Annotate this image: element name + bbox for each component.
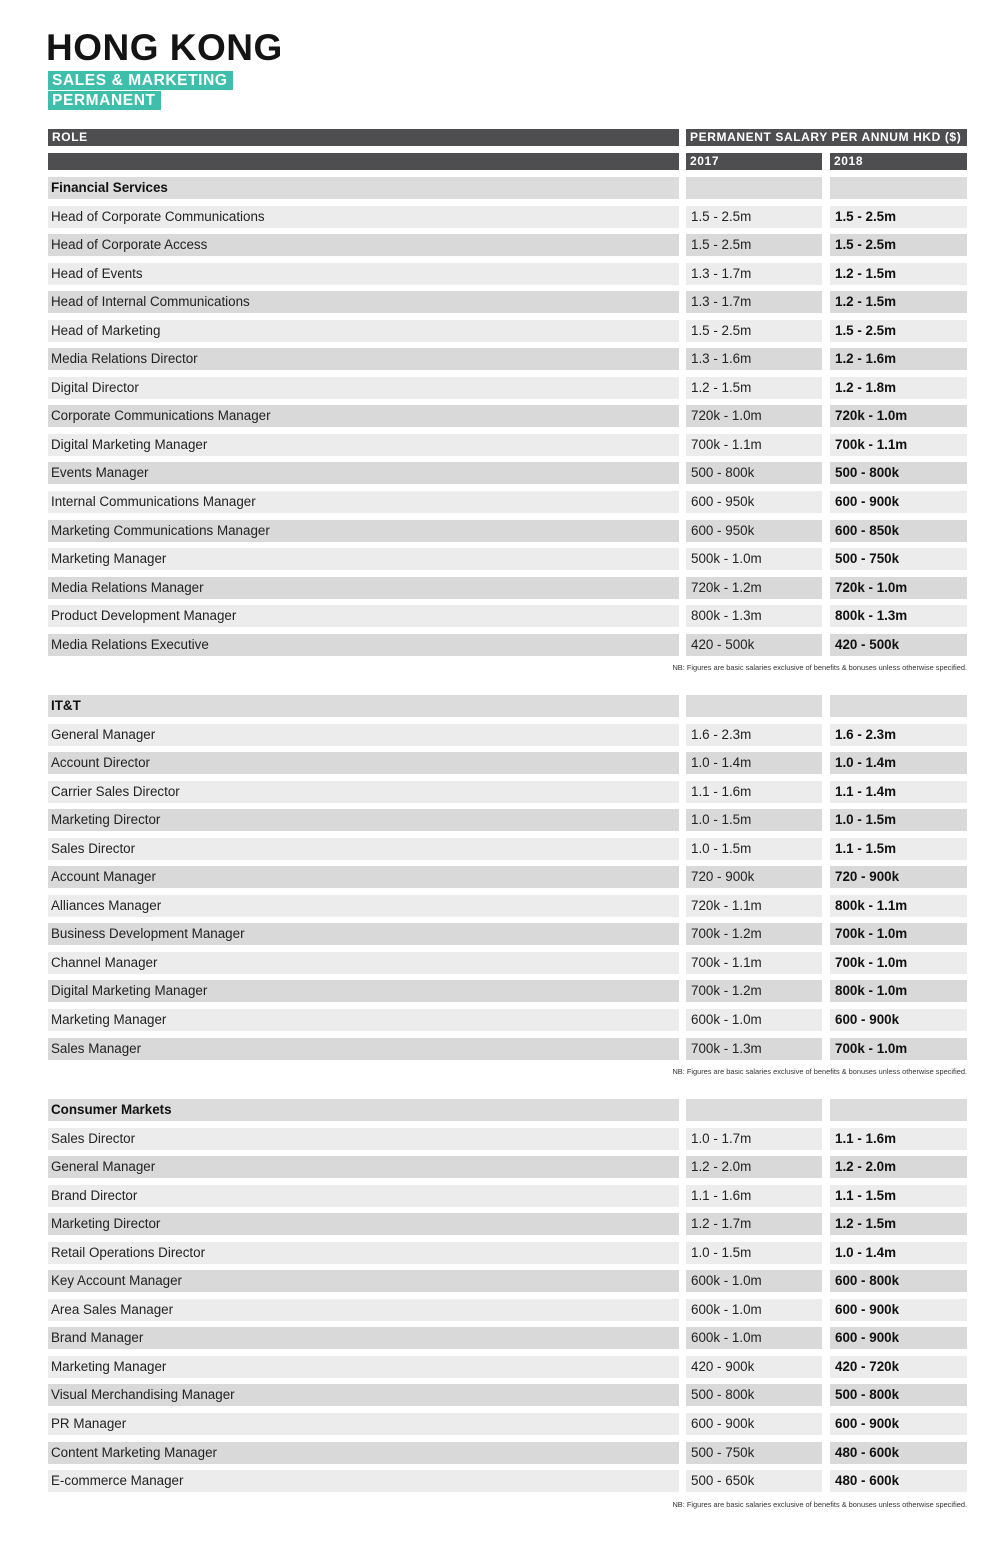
table-row [48, 1324, 967, 1353]
section-itt [48, 692, 967, 1079]
table-row [48, 920, 967, 949]
salary-2017-cell: 1.0 - 1.5m [686, 1242, 822, 1264]
salary-2018-cell: 1.1 - 1.5m [830, 1185, 967, 1207]
salary-2017-cell: 700k - 1.3m [686, 1038, 822, 1060]
table-row [48, 863, 967, 892]
role-cell: Head of Internal Communications [48, 291, 679, 313]
section-header-cell-2018 [830, 1099, 967, 1121]
salary-2018-cell: 600 - 900k [830, 1299, 967, 1321]
salary-2018-cell: 600 - 900k [830, 1413, 967, 1435]
salary-2017-cell: 700k - 1.1m [686, 952, 822, 974]
role-cell: PR Manager [48, 1413, 679, 1435]
table-row [48, 1439, 967, 1468]
salary-2018-cell: 1.2 - 1.5m [830, 263, 967, 285]
salary-2018-cell: 600 - 900k [830, 491, 967, 513]
salary-2018-cell: 600 - 900k [830, 1009, 967, 1031]
role-cell: Content Marketing Manager [48, 1442, 679, 1464]
role-cell: Corporate Communications Manager [48, 405, 679, 427]
table-row [48, 1035, 967, 1064]
salary-2018-cell: 800k - 1.0m [830, 980, 967, 1002]
role-cell: Digital Director [48, 377, 679, 399]
salary-2018-cell: 1.0 - 1.4m [830, 752, 967, 774]
salary-2018-cell: 1.1 - 1.6m [830, 1128, 967, 1150]
table-row [48, 431, 967, 460]
role-cell: Product Development Manager [48, 605, 679, 627]
section-financial-services [48, 174, 967, 675]
section-title: IT&T [48, 695, 679, 717]
salary-2018-cell: 1.6 - 2.3m [830, 724, 967, 746]
salary-2018-cell: 800k - 1.3m [830, 605, 967, 627]
salary-2018-cell: 600 - 850k [830, 520, 967, 542]
table-row [48, 1182, 967, 1211]
salary-2017-cell: 1.3 - 1.7m [686, 291, 822, 313]
salary-2017-cell: 500 - 800k [686, 1384, 822, 1406]
salary-2017-cell: 1.0 - 1.5m [686, 838, 822, 860]
salary-2018-cell: 1.2 - 2.0m [830, 1156, 967, 1178]
salary-2017-cell: 1.6 - 2.3m [686, 724, 822, 746]
role-cell: Head of Events [48, 263, 679, 285]
salary-2018-cell: 700k - 1.0m [830, 923, 967, 945]
salary-2017-cell: 1.5 - 2.5m [686, 320, 822, 342]
salary-2018-cell: 1.1 - 1.5m [830, 838, 967, 860]
role-column-header: ROLE [48, 129, 679, 146]
role-cell: Area Sales Manager [48, 1299, 679, 1321]
role-cell: Events Manager [48, 462, 679, 484]
role-cell: E-commerce Manager [48, 1470, 679, 1492]
salary-2017-cell: 500 - 800k [686, 462, 822, 484]
role-cell: Media Relations Director [48, 348, 679, 370]
salary-2018-cell: 800k - 1.1m [830, 895, 967, 917]
role-cell: General Manager [48, 1156, 679, 1178]
salary-2017-cell: 600 - 950k [686, 491, 822, 513]
salary-2017-cell: 1.1 - 1.6m [686, 781, 822, 803]
category-tag: SALES & MARKETING [48, 71, 233, 90]
salary-2017-cell: 1.0 - 1.5m [686, 809, 822, 831]
role-cell: Media Relations Manager [48, 577, 679, 599]
table-row [48, 721, 967, 750]
role-cell: Channel Manager [48, 952, 679, 974]
table-row [48, 835, 967, 864]
table-row [48, 288, 967, 317]
role-subheader-bar [48, 153, 679, 170]
role-cell: Marketing Manager [48, 548, 679, 570]
salary-2018-cell: 420 - 720k [830, 1356, 967, 1378]
year-2018-header: 2018 [830, 153, 967, 170]
section-title: Financial Services [48, 177, 679, 199]
table-row [48, 949, 967, 978]
salary-2018-cell: 1.0 - 1.4m [830, 1242, 967, 1264]
role-cell: Brand Manager [48, 1327, 679, 1349]
role-cell: Marketing Manager [48, 1009, 679, 1031]
salary-2017-cell: 1.0 - 1.7m [686, 1128, 822, 1150]
table-row [48, 1296, 967, 1325]
salary-2017-cell: 600k - 1.0m [686, 1327, 822, 1349]
salary-2018-cell: 600 - 800k [830, 1270, 967, 1292]
role-cell: Marketing Director [48, 809, 679, 831]
footnote: NB: Figures are basic salaries exclusive of benefits & bonuses unless otherwise specified. [672, 663, 967, 673]
role-cell: Retail Operations Director [48, 1242, 679, 1264]
salary-2017-cell: 1.3 - 1.7m [686, 263, 822, 285]
salary-2017-cell: 600 - 950k [686, 520, 822, 542]
section-header-row [48, 1096, 967, 1125]
table-row [48, 749, 967, 778]
table-row [48, 231, 967, 260]
role-cell: Head of Corporate Access [48, 234, 679, 256]
salary-2017-cell: 720k - 1.1m [686, 895, 822, 917]
table-row [48, 1239, 967, 1268]
year-2017-header: 2017 [686, 153, 822, 170]
table-row [48, 317, 967, 346]
table-row [48, 574, 967, 603]
table-row [48, 1153, 967, 1182]
salary-2018-cell: 480 - 600k [830, 1470, 967, 1492]
role-cell: General Manager [48, 724, 679, 746]
salary-2018-cell: 1.2 - 1.8m [830, 377, 967, 399]
table-row [48, 402, 967, 431]
salary-2017-cell: 600k - 1.0m [686, 1299, 822, 1321]
type-tag: PERMANENT [48, 91, 161, 110]
footnote: NB: Figures are basic salaries exclusive of benefits & bonuses unless otherwise specified. [672, 1067, 967, 1077]
salary-2017-cell: 500 - 650k [686, 1470, 822, 1492]
page-title: HONG KONG [46, 27, 283, 68]
role-cell: Head of Corporate Communications [48, 206, 679, 228]
section-title: Consumer Markets [48, 1099, 679, 1121]
salary-2018-cell: 480 - 600k [830, 1442, 967, 1464]
table-row [48, 203, 967, 232]
salary-2017-cell: 720k - 1.2m [686, 577, 822, 599]
salary-2017-cell: 1.3 - 1.6m [686, 348, 822, 370]
salary-2018-cell: 720k - 1.0m [830, 405, 967, 427]
salary-2017-cell: 420 - 500k [686, 634, 822, 656]
salary-2017-cell: 720 - 900k [686, 866, 822, 888]
role-cell: Head of Marketing [48, 320, 679, 342]
section-consumer-markets [48, 1096, 967, 1512]
table-row [48, 1353, 967, 1382]
table-row [48, 545, 967, 574]
table-row [48, 1381, 967, 1410]
salary-2017-cell: 1.5 - 2.5m [686, 206, 822, 228]
salary-2017-cell: 1.5 - 2.5m [686, 234, 822, 256]
salary-2018-cell: 1.0 - 1.5m [830, 809, 967, 831]
salary-2018-cell: 1.2 - 1.5m [830, 1213, 967, 1235]
table-row [48, 892, 967, 921]
role-cell: Media Relations Executive [48, 634, 679, 656]
table-row [48, 1410, 967, 1439]
salary-2018-cell: 1.5 - 2.5m [830, 234, 967, 256]
salary-2017-cell: 600k - 1.0m [686, 1009, 822, 1031]
salary-2018-cell: 500 - 800k [830, 1384, 967, 1406]
section-header-cell-2017 [686, 1099, 822, 1121]
section-header-cell-2018 [830, 695, 967, 717]
table-row [48, 1125, 967, 1154]
role-cell: Marketing Communications Manager [48, 520, 679, 542]
role-cell: Brand Director [48, 1185, 679, 1207]
salary-2017-cell: 700k - 1.1m [686, 434, 822, 456]
role-cell: Sales Manager [48, 1038, 679, 1060]
salary-2018-cell: 420 - 500k [830, 634, 967, 656]
salary-2017-cell: 1.2 - 2.0m [686, 1156, 822, 1178]
salary-2017-cell: 700k - 1.2m [686, 923, 822, 945]
salary-2018-cell: 700k - 1.0m [830, 1038, 967, 1060]
table-row [48, 374, 967, 403]
role-cell: Sales Director [48, 838, 679, 860]
salary-2017-cell: 700k - 1.2m [686, 980, 822, 1002]
salary-2017-cell: 500 - 750k [686, 1442, 822, 1464]
salary-2018-cell: 1.2 - 1.5m [830, 291, 967, 313]
salary-2017-cell: 1.2 - 1.7m [686, 1213, 822, 1235]
section-header-row [48, 174, 967, 203]
role-cell: Alliances Manager [48, 895, 679, 917]
role-cell: Account Manager [48, 866, 679, 888]
salary-2017-cell: 800k - 1.3m [686, 605, 822, 627]
role-cell: Marketing Director [48, 1213, 679, 1235]
role-cell: Marketing Manager [48, 1356, 679, 1378]
salary-2017-cell: 720k - 1.0m [686, 405, 822, 427]
section-header-cell-2018 [830, 177, 967, 199]
role-cell: Digital Marketing Manager [48, 434, 679, 456]
salary-2017-cell: 1.0 - 1.4m [686, 752, 822, 774]
table-row [48, 260, 967, 289]
salary-2018-cell: 700k - 1.0m [830, 952, 967, 974]
salary-2017-cell: 600k - 1.0m [686, 1270, 822, 1292]
salary-2017-cell: 1.2 - 1.5m [686, 377, 822, 399]
salary-2017-cell: 420 - 900k [686, 1356, 822, 1378]
salary-2018-cell: 1.5 - 2.5m [830, 206, 967, 228]
role-cell: Sales Director [48, 1128, 679, 1150]
role-cell: Business Development Manager [48, 923, 679, 945]
table-row [48, 977, 967, 1006]
table-row [48, 1210, 967, 1239]
table-row [48, 778, 967, 807]
role-cell: Account Director [48, 752, 679, 774]
salary-2017-cell: 500k - 1.0m [686, 548, 822, 570]
table-row [48, 602, 967, 631]
table-row [48, 488, 967, 517]
salary-column-header: PERMANENT SALARY PER ANNUM HKD ($) [686, 129, 967, 146]
role-cell: Visual Merchandising Manager [48, 1384, 679, 1406]
section-header-cell-2017 [686, 695, 822, 717]
section-header-row [48, 692, 967, 721]
table-row [48, 345, 967, 374]
role-cell: Carrier Sales Director [48, 781, 679, 803]
table-row [48, 1267, 967, 1296]
section-header-cell-2017 [686, 177, 822, 199]
salary-2018-cell: 1.2 - 1.6m [830, 348, 967, 370]
role-cell: Digital Marketing Manager [48, 980, 679, 1002]
table-row [48, 1467, 967, 1496]
role-cell: Internal Communications Manager [48, 491, 679, 513]
salary-2018-cell: 720 - 900k [830, 866, 967, 888]
footnote: NB: Figures are basic salaries exclusive of benefits & bonuses unless otherwise specified. [672, 1499, 967, 1509]
salary-2018-cell: 1.1 - 1.4m [830, 781, 967, 803]
salary-2018-cell: 500 - 800k [830, 462, 967, 484]
table-row [48, 631, 967, 660]
table-row [48, 459, 967, 488]
salary-2017-cell: 1.1 - 1.6m [686, 1185, 822, 1207]
salary-2017-cell: 600 - 900k [686, 1413, 822, 1435]
table-row [48, 806, 967, 835]
salary-2018-cell: 700k - 1.1m [830, 434, 967, 456]
salary-2018-cell: 720k - 1.0m [830, 577, 967, 599]
salary-2018-cell: 600 - 900k [830, 1327, 967, 1349]
salary-2018-cell: 500 - 750k [830, 548, 967, 570]
role-cell: Key Account Manager [48, 1270, 679, 1292]
table-row [48, 517, 967, 546]
table-row [48, 1006, 967, 1035]
salary-2018-cell: 1.5 - 2.5m [830, 320, 967, 342]
